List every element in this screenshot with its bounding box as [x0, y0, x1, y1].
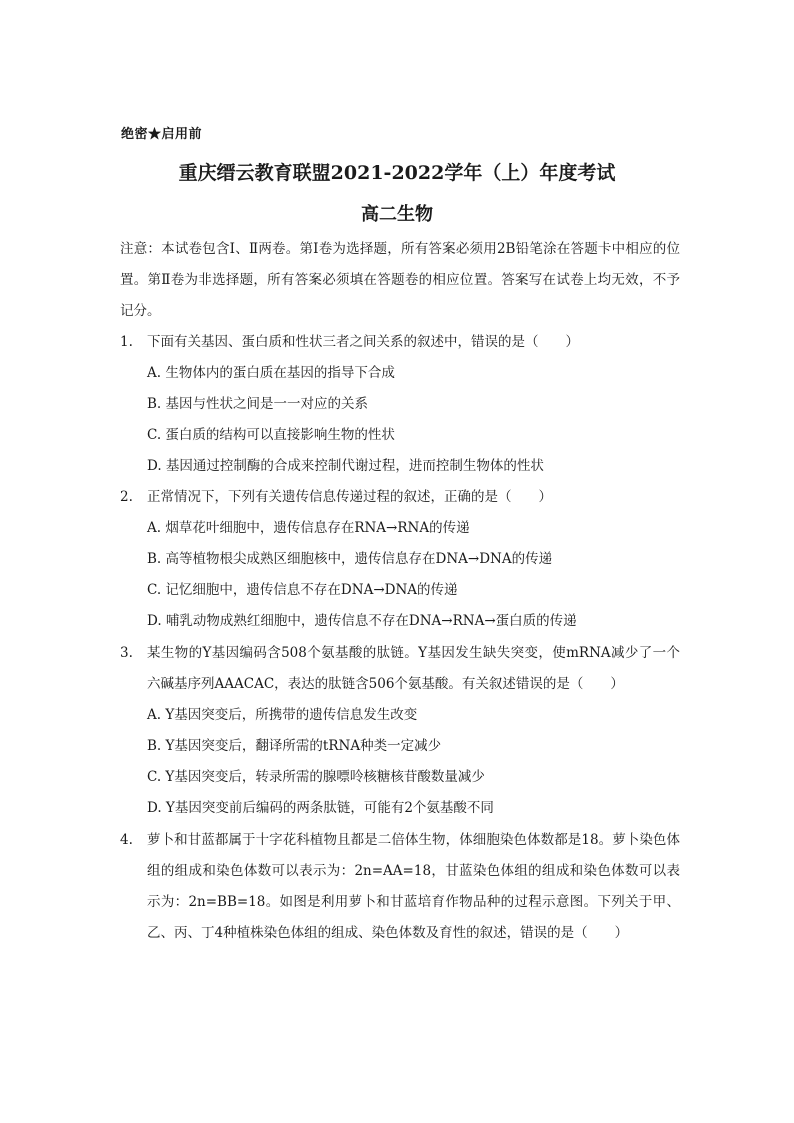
confidential-mark: 绝密★启用前: [121, 127, 203, 142]
question-stem: 正常情况下，下列有关遗传信息传递过程的叙述，正确的是（ ）: [147, 489, 552, 505]
option-d: D. 基因通过控制酶的合成来控制代谢过程，进而控制生物体的性状: [147, 458, 544, 474]
option-c: C. 记忆细胞中，遗传信息不存在DNA→DNA的传递: [147, 582, 458, 598]
question-stem: 下面有关基因、蛋白质和性状三者之间关系的叙述中，错误的是（ ）: [147, 334, 579, 350]
option-b: B. Y基因突变后，翻译所需的tRNA种类一定减少: [147, 738, 442, 754]
question-4: [120, 825, 680, 949]
option-a: A. Y基因突变后，所携带的遗传信息发生改变: [147, 707, 418, 723]
question-number: 1.: [120, 334, 133, 350]
question-number: 2.: [120, 489, 133, 505]
option-d: D. Y基因突变前后编码的两条肽链，可能有2个氨基酸不同: [147, 800, 494, 816]
exam-notice: 注意：本试卷包含Ⅰ、Ⅱ两卷。第Ⅰ卷为选择题，所有答案必须用2B铅笔涂在答题卡中相应的位置。第Ⅱ卷为非选择题，所有答案必须填在答题卷的相应位置。答案写在试卷上均无效，不予记分。: [120, 241, 680, 319]
question-3: [120, 638, 680, 824]
question-number: 4.: [120, 832, 133, 848]
question-stem: 萝卜和甘蓝都属于十字花科植物且都是二倍体生物，体细胞染色体数都是18。萝卜染色体组的组成和染色体数可以表示为：2n=AA=18，甘蓝染色体组的组成和染色体数可以表示为：2n=BB=18。如图是利用萝卜和甘蓝培育作物品种的过程示意图。下列关于甲、乙、丙、丁4种植株染色体组的组成、染色体数及育性的叙述，错误的是（ ）: [147, 832, 680, 941]
option-b: B. 基因与性状之间是一一对应的关系: [147, 396, 369, 412]
option-c: C. 蛋白质的结构可以直接影响生物的性状: [147, 427, 395, 443]
option-a: A. 生物体内的蛋白质在基因的指导下合成: [147, 365, 395, 381]
exam-subject: 高二生物: [361, 204, 433, 225]
question-stem: 某生物的Y基因编码含508个氨基酸的肽链。Y基因发生缺失突变，使mRNA减少了一个六碱基序列AAACAC，表达的肽链含506个氨基酸。有关叙述错误的是（ ）: [147, 645, 680, 692]
exam-title: 重庆缙云教育联盟2021-2022学年（上）年度考试: [178, 162, 616, 184]
option-c: C. Y基因突变后，转录所需的腺嘌呤核糖核苷酸数量减少: [147, 769, 485, 785]
option-a: A. 烟草花叶细胞中，遗传信息存在RNA→RNA的传递: [147, 520, 470, 536]
option-d: D. 哺乳动物成熟红细胞中，遗传信息不存在DNA→RNA→蛋白质的传递: [147, 613, 577, 629]
question-1: [120, 327, 680, 482]
option-b: B. 高等植物根尖成熟区细胞核中，遗传信息存在DNA→DNA的传递: [147, 551, 553, 567]
question-2: [120, 482, 680, 637]
question-number: 3.: [120, 645, 133, 661]
